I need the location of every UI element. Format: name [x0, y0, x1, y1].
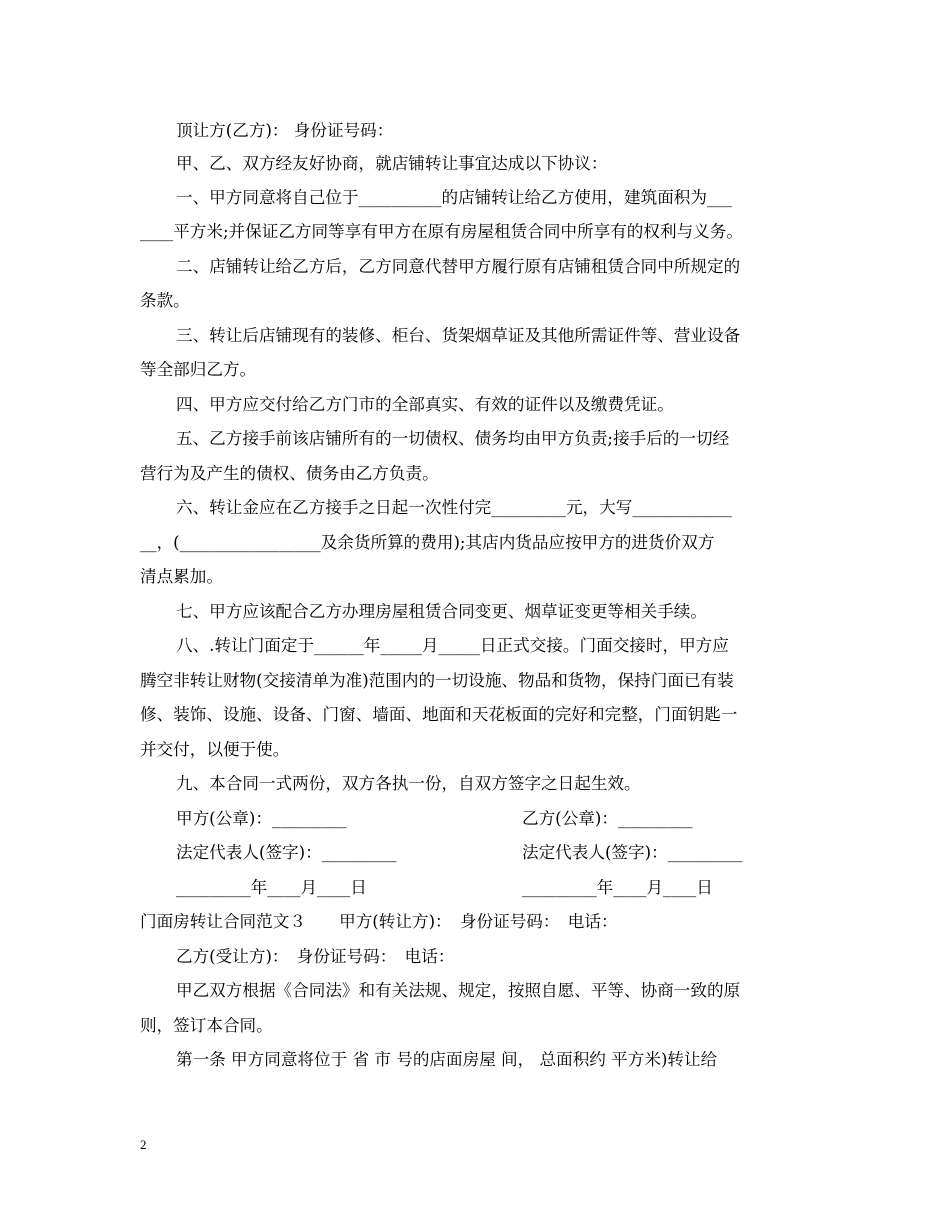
party-b-date: _________年____月____日 — [522, 878, 713, 897]
paragraph-line: 修、装饰、设施、设备、门窗、墙面、地面和天花板面的完好和完整，门面钥匙一 — [140, 705, 738, 724]
paragraph-line: 营行为及产生的债权、债务由乙方负责。 — [140, 464, 439, 483]
party-b-representative: 法定代表人(签字)：_________ — [522, 843, 743, 862]
paragraph-line: 六、转让金应在乙方接手之日起一次性付完_________元，大写____________ — [176, 498, 732, 517]
paragraph-line: 并交付，以便于使。 — [140, 740, 290, 759]
paragraph-line: __，(_________________及余货所算的费用);其店内货品应按甲方的进货价双方 — [140, 533, 715, 552]
paragraph-line: 条款。 — [140, 291, 190, 310]
paragraph-line: ____平方米;并保证乙方同等享有甲方在原有房屋租赁合同中所享有的权利与义务。 — [140, 222, 743, 241]
paragraph-line: 等全部归乙方。 — [140, 360, 257, 379]
paragraph-line: 五、乙方接手前该店铺所有的一切债权、债务均由甲方负责;接手后的一切经 — [176, 429, 730, 448]
paragraph-line: 第一条 甲方同意将位于 省 市 号的店面房屋 间， 总面积约 平方米)转让给 — [176, 1050, 718, 1069]
party-a-date: _________年____月____日 — [176, 878, 367, 897]
paragraph-line: 清点累加。 — [140, 567, 223, 586]
paragraph-line: 腾空非转让财物(交接清单为准)范围内的一切设施、物品和货物，保持门面已有装 — [140, 671, 734, 690]
paragraph-line: 三、转让后店铺现有的装修、柜台、货架烟草证及其他所需证件等、营业设备 — [176, 326, 741, 345]
paragraph-line: 二、店铺转让给乙方后，乙方同意代替甲方履行原有店铺租赁合同中所规定的 — [176, 257, 741, 276]
paragraph-line: 乙方(受让方)： 身份证号码： 电话： — [176, 947, 455, 966]
party-a-representative: 法定代表人(签字)：_________ — [176, 843, 397, 862]
paragraph-line: 甲乙双方根据《合同法》和有关法规、规定，按照自愿、平等、协商一致的原 — [176, 981, 741, 1000]
section-heading-line: 门面房转让合同范文３ 甲方(转让方)： 身份证号码： 电话： — [140, 912, 618, 931]
party-a-seal: 甲方(公章)：_________ — [176, 809, 347, 828]
paragraph-line: 则，签订本合同。 — [140, 1016, 273, 1035]
paragraph-line: 一、甲方同意将自己位于__________的店铺转让给乙方使用，建筑面积为___ — [176, 188, 732, 207]
page-number: 2 — [140, 1137, 147, 1152]
paragraph-line: 九、本合同一式两份，双方各执一份，自双方签字之日起生效。 — [176, 774, 641, 793]
party-b-seal: 乙方(公章)：_________ — [522, 809, 693, 828]
paragraph-line: 顶让方(乙方)： 身份证号码： — [176, 121, 394, 140]
paragraph-line: 四、甲方应交付给乙方门市的全部真实、有效的证件以及缴费凭证。 — [176, 395, 674, 414]
paragraph-line: 八、.转让门面定于______年_____月_____日正式交接。门面交接时，甲方应 — [176, 636, 729, 655]
paragraph-line: 七、甲方应该配合乙方办理房屋租赁合同变更、烟草证变更等相关手续。 — [176, 602, 707, 621]
paragraph-line: 甲、乙、双方经友好协商，就店铺转让事宜达成以下协议： — [176, 154, 608, 173]
